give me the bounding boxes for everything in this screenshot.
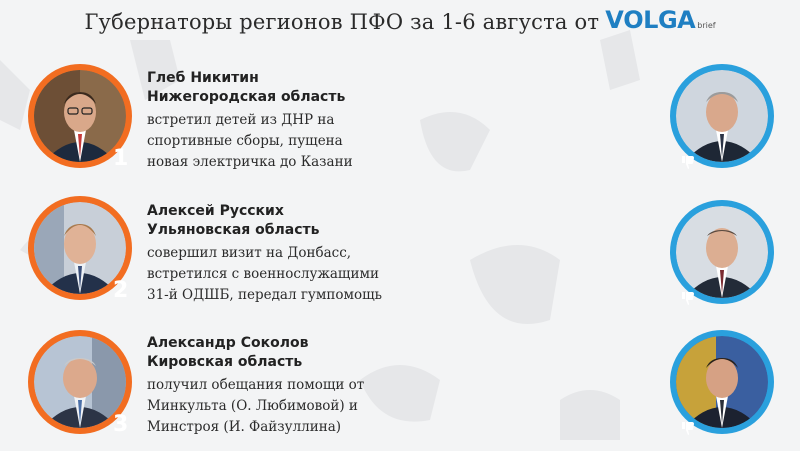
avatar — [670, 64, 774, 168]
rank-number: 3 — [113, 412, 129, 437]
description-line: получил обещания помощи от — [147, 377, 365, 393]
volga-brief-logo — [605, 8, 715, 32]
header — [0, 0, 800, 44]
description-line: 31-й ОДШБ, передал гумпомощь — [147, 287, 382, 303]
description-line: встретился с военнослужащими — [147, 266, 379, 282]
description-line: Минкульта (О. Любимовой) и — [147, 398, 358, 414]
governor-name: Алексей Русских — [147, 203, 284, 219]
page-title: Губернаторы регионов ПФО за 1-6 августа от — [84, 10, 600, 34]
logo-word: OLGA — [623, 6, 696, 34]
portrait-image — [676, 206, 768, 298]
avatar — [670, 330, 774, 434]
governor-name: Александр Соколов — [147, 335, 309, 351]
rank-number: 2 — [113, 278, 129, 303]
leader-text — [147, 202, 382, 306]
thumbs-down-icon — [680, 154, 696, 170]
description-line: спортивные сборы, пущена — [147, 133, 343, 149]
description-line: новая электричка до Казани — [147, 154, 353, 170]
description-line: встретил детей из ДНР на — [147, 112, 335, 128]
avatar — [670, 200, 774, 304]
rank-number: 1 — [113, 146, 129, 171]
logo-sub: brief — [697, 21, 716, 30]
portrait-image — [676, 70, 768, 162]
description-line: Минстроя (И. Файзуллина) — [147, 419, 342, 435]
leader-text — [147, 334, 364, 438]
description-line: совершил визит на Донбасс, — [147, 245, 352, 261]
logo-letter-v: V — [605, 6, 624, 34]
portrait-image — [676, 336, 768, 428]
region-name: Ульяновская область — [147, 222, 320, 238]
region-name: Кировская область — [147, 354, 303, 370]
thumbs-down-icon — [680, 290, 696, 306]
region-name: Нижегородская область — [147, 89, 346, 105]
governor-name: Глеб Никитин — [147, 70, 259, 86]
thumbs-down-icon — [680, 420, 696, 436]
leader-text — [147, 69, 353, 173]
